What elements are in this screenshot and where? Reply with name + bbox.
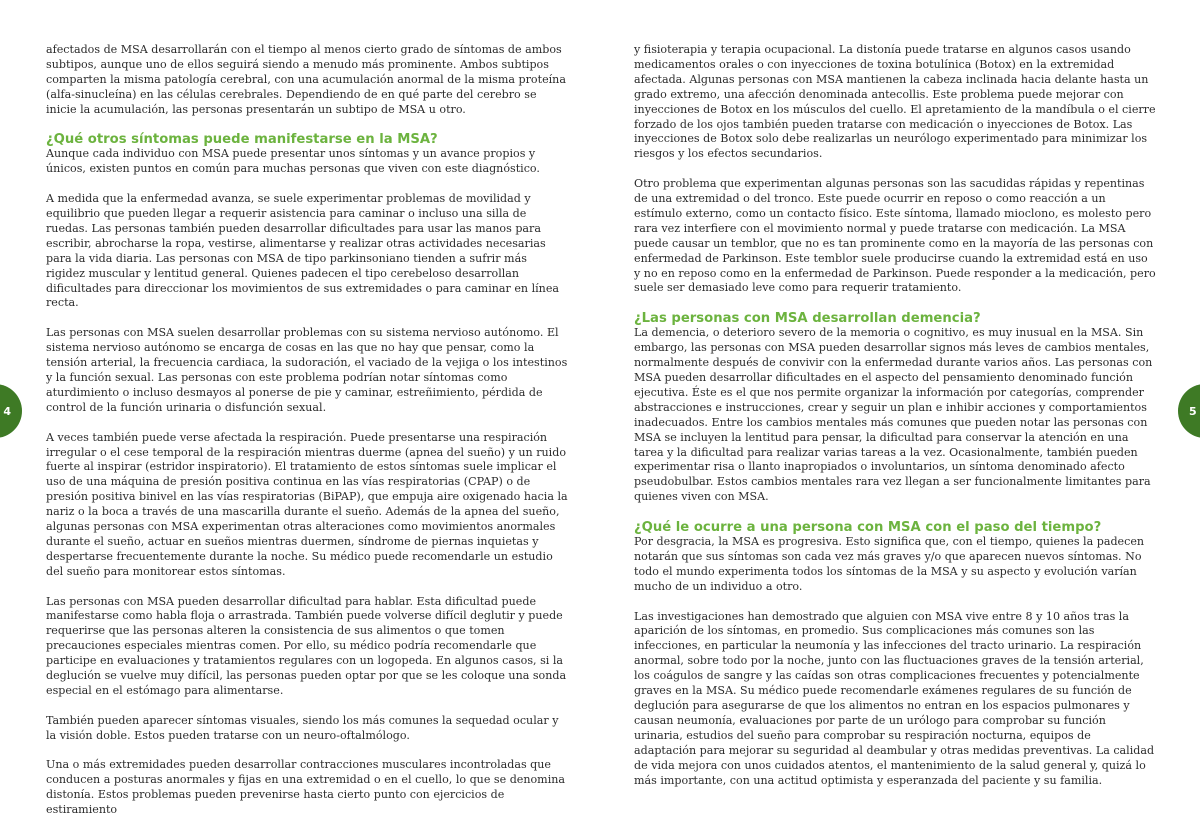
paragraph: Por desgracia, la MSA es progresiva. Esto significa que, con el tiempo, quienes la padecen notarán que sus síntomas son cada vez más graves y/o que aparecen nuevos síntomas. No todo el mundo experimenta todos los síntomas de la MSA y su aspecto y evolución varían mucho de un individuo a otro.	[634, 535, 1145, 593]
page-number-tab-right	[1178, 384, 1200, 438]
left-column	[46, 43, 568, 833]
paragraph: Otro problema que experimentan algunas personas son las sacudidas rápidas y repentinas de una extremidad o del tronco. Este puede ocurrir en reposo o como reacción a un estímulo externo, como un contacto físico. Este síntoma, llamado mioclono, es molesto pero rara vez interfiere con el movimiento normal y puede tratarse con medicación. La MSA puede causar un temblor, que no es tan prominente como en la mayoría de las personas con enfermedad de Parkinson. Este temblor suele producirse cuando la extremidad está en uso y no en reposo como en la enfermedad de Parkinson. Puede responder a la medicación, pero suele ser demasiado leve como para requerir tratamiento.	[634, 177, 1156, 295]
paragraph: afectados de MSA desarrollarán con el tiempo al menos cierto grado de síntomas de ambos subtipos, aunque uno de ellos seguirá siendo a menudo más prominente. Ambos subtipos comparten la misma patología cerebral, con una acumulación anormal de la misma proteína (alfa-sinucleína) en las células cerebrales. Dependiendo de en qué parte del cerebro se inicie la acumulación, las personas presentarán un subtipo de MSA u otro.	[46, 43, 566, 116]
paragraph: A veces también puede verse afectada la respiración. Puede presentarse una respiración irregular o el cese temporal de la respiración mientras duerme (apnea del sueño) y un ruido fuerte al inspirar (estridor inspiratorio). El tratamiento de estos síntomas suele implicar el uso de una máquina de presión positiva continua en las vías respiratorias (CPAP) o de presión positiva binivel en las vías respiratorias (BiPAP), que empuja aire oxigenado hacia la nariz o la boca a través de una mascarilla durante el sueño. Además de la apnea del sueño, algunas personas con MSA experimentan otras alteraciones como movimientos anormales durante el sueño, actuar en sueños mientras duermen, síndrome de piernas inquietas y despertarse frecuentemente durante la noche. Su médico puede recomendarle un estudio del sueño para monitorear estos síntomas.	[46, 430, 568, 578]
paragraph: Las investigaciones han demostrado que alguien con MSA vive entre 8 y 10 años tras la aparición de los síntomas, en promedio. Sus complicaciones más comunes son las infecciones, en particular la neumonía y las infecciones del tracto urinario. La respiración anormal, sobre todo por la noche, junto con las fluctuaciones graves de la tensión arterial, los coágulos de sangre y las caídas son otras complicaciones frecuentes y potencialmente graves en la MSA. Su médico puede recomendarle exámenes regulares de su función de deglución para asegurarse de que los alimentos no entran en los espacios pulmonares y causan neumonía, evaluaciones por parte de un urólogo para comprobar su función urinaria, estudios del sueño para comprobar su respiración nocturna, equipos de adaptación para mejorar su seguridad al deambular y otras medidas preventivas. La calidad de vida mejora con unos cuidados atentos, el mantenimiento de la salud general y, quizá lo más importante, con una actitud optimista y esperanzada del paciente y su familia.	[634, 609, 1155, 787]
right-column	[634, 43, 1156, 803]
paragraph: Aunque cada individuo con MSA puede presentar unos síntomas y un avance propios y únicos, existen puntos en común para muchas personas que viven con este diagnóstico.	[46, 147, 540, 176]
section-heading: ¿Las personas con MSA desarrollan demencia?	[634, 311, 981, 327]
section-heading: ¿Qué otros síntomas puede manifestarse en la MSA?	[46, 132, 438, 148]
section-heading: ¿Qué le ocurre a una persona con MSA con el paso del tiempo?	[634, 520, 1102, 536]
page-number-right: 5	[1189, 404, 1197, 418]
paragraph: También pueden aparecer síntomas visuales, siendo los más comunes la sequedad ocular y la visión doble. Estos pueden tratarse con un neuro-oftalmólogo.	[46, 713, 559, 742]
paragraph: Una o más extremidades pueden desarrollar contracciones musculares incontroladas que conducen a posturas anormales y fijas en una extremidad o en el cuello, lo que se denomina distonía. Estos problemas pueden prevenirse hasta cierto punto con ejercicios de estiramiento	[46, 758, 566, 817]
paragraph: Las personas con MSA pueden desarrollar dificultad para hablar. Esta dificultad puede manifestarse como habla floja o arrastrada. También puede volverse difícil deglutir y puede requerirse que las personas alteren la consistencia de sus alimentos o que tomen precauciones especiales mientras comen. Por ello, su médico podría recomendarle que participe en evaluaciones y tratamientos regulares con un logopeda. En algunos casos, si la deglución se vuelve muy difícil, las personas pueden optar por que se les coloque una sonda especial en el estómago para alimentarse.	[46, 594, 567, 697]
paragraph: La demencia, o deterioro severo de la memoria o cognitivo, es muy inusual en la MSA. Sin embargo, las personas con MSA pueden desarrollar signos más leves de cambios mentales, normalmente después de convivir con la enfermedad durante varios años. Las personas con MSA pueden desarrollar dificultades en el aspecto del pensamiento denominado función ejecutiva. Éste es el que nos permite organizar la información por categorías, comprender abstracciones e instrucciones, crear y seguir un plan e inhibir acciones y comportamientos inadecuados. Entre los cambios mentales más comunes que pueden notar las personas con MSA se incluyen la lentitud para pensar, la dificultad para conservar la atención en una tarea y la dificultad para realizar varias tareas a la vez. Ocasionalmente, también pueden experimentar risa o llanto inapropiados o involuntarios, un síntoma denominado afecto pseudobulbar. Estos cambios mentales rara vez llegan a ser funcionalmente limitantes para quienes viven con MSA.	[634, 326, 1153, 504]
paragraph: Las personas con MSA suelen desarrollar problemas con su sistema nervioso autónomo. El sistema nervioso autónomo se encarga de cosas en las que no hay que pensar, como la tensión arterial, la frecuencia cardiaca, la sudoración, el vaciado de la vejiga o los intestinos y la función sexual. Las personas con este problema podrían notar síntomas como aturdimiento o incluso desmayos al ponerse de pie y caminar, estreñimiento, pérdida de control de la función urinaria o disfunción sexual.	[46, 326, 568, 414]
page-number-tab-left	[0, 384, 22, 438]
page-number-left: 4	[3, 404, 11, 418]
paragraph: A medida que la enfermedad avanza, se suele experimentar problemas de movilidad y equilibrio que pueden llegar a requerir asistencia para caminar o incluso una silla de ruedas. Las personas también pueden desarrollar dificultades para usar las manos para escribir, abrocharse la ropa, vestirse, alimentarse y realizar otras actividades necesarias para la vida diaria. Las personas con MSA de tipo parkinsoniano tienden a sufrir más rigidez muscular y lentitud general. Quienes padecen el tipo cerebeloso desarrollan dificultades para direccionar los movimientos de sus extremidades o para caminar en línea recta.	[46, 192, 559, 310]
paragraph: y fisioterapia y terapia ocupacional. La distonía puede tratarse en algunos casos usando medicamentos orales o con inyecciones de toxina botulínica (Botox) en la extremidad afectada. Algunas personas con MSA mantienen la cabeza inclinada hacia delante hasta un grado extremo, una afección denominada antecollis. Este problema puede mejorar con inyecciones de Botox en los músculos del cuello. El apretamiento de la mandíbula o el cierre forzado de los ojos también pueden tratarse con medicación o inyecciones de Botox. Las inyecciones de Botox solo debe realizarlas un neurólogo experimentado para minimizar los riesgos y los efectos secundarios.	[634, 43, 1156, 161]
